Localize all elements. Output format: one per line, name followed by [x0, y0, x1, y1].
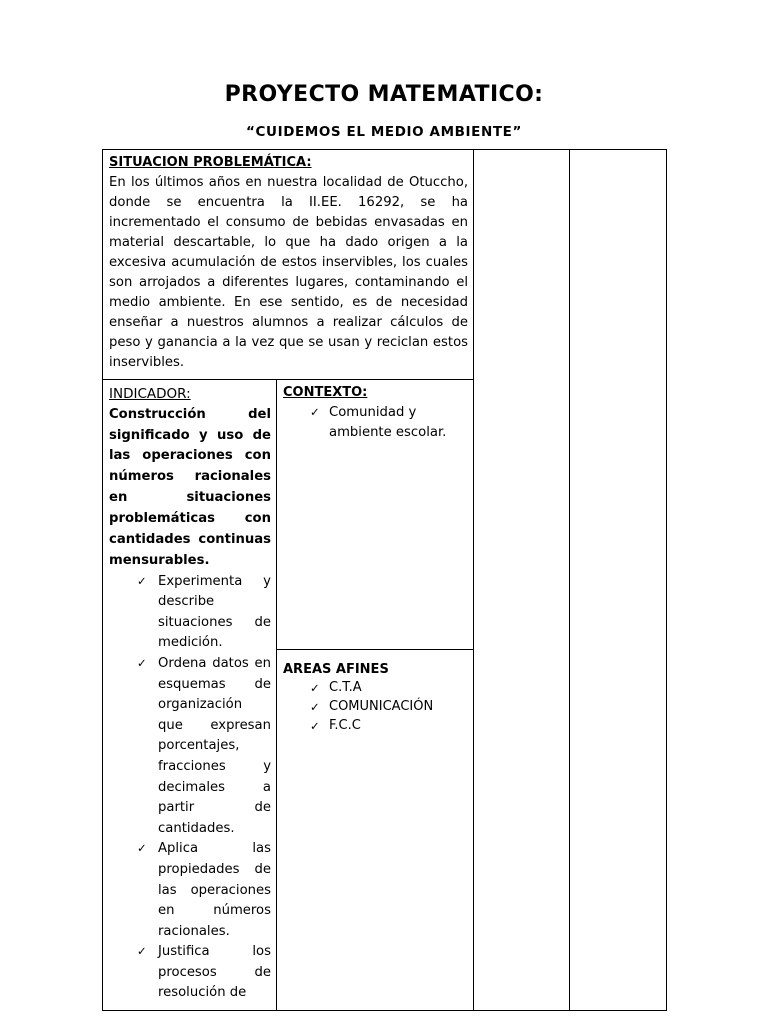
list-item: [283, 403, 468, 443]
situacion-heading: SITUACION PROBLEMÁTICA:: [109, 155, 312, 170]
cell-indicador: [103, 380, 277, 1011]
list-item-label: Aplica las propiedades de las operaciones en números racionales.: [158, 841, 271, 939]
check-icon: ✓: [137, 573, 147, 588]
check-icon: ✓: [310, 405, 320, 420]
table-row-situacion: [103, 150, 667, 380]
list-item-label: Comunidad y ambiente escolar.: [329, 405, 447, 441]
check-icon: ✓: [137, 655, 147, 670]
check-icon: ✓: [310, 719, 320, 734]
list-item: [283, 679, 468, 698]
cell-contexto: [277, 380, 474, 650]
areas-afines-list: [283, 679, 468, 736]
contexto-list: [283, 403, 468, 443]
document-title: PROYECTO MATEMATICO:: [224, 82, 544, 107]
list-item-label: C.T.A: [329, 680, 362, 696]
cell-situacion: [103, 150, 474, 380]
list-item-label: F.C.C: [329, 718, 361, 734]
check-icon: ✓: [310, 681, 320, 696]
list-item-label: COMUNICACIÓN: [329, 699, 434, 715]
list-item: [283, 717, 468, 736]
document-subtitle: “CUIDEMOS EL MEDIO AMBIENTE”: [246, 124, 522, 140]
contexto-heading: CONTEXTO:: [283, 385, 368, 401]
list-item-label: Experimenta y describe situaciones de medición.: [158, 573, 271, 651]
cell-empty-col4-top: [570, 150, 667, 1011]
list-item: [109, 942, 271, 1004]
cell-empty-col3-top: [474, 150, 570, 1011]
indicador-list: [109, 572, 271, 1004]
list-item: [109, 654, 271, 839]
list-item-label: Ordena datos en esquemas de organización que expresan porcentajes, fracciones y decimales a partir de cantidades.: [158, 655, 271, 836]
check-icon: ✓: [310, 700, 320, 715]
check-icon: ✓: [137, 944, 147, 959]
list-item: [109, 572, 271, 654]
project-table: [102, 149, 667, 1011]
list-item-label: Justifica los procesos de resolución de: [158, 944, 271, 1001]
indicador-intro: Construcción del significado y uso de las operaciones con números racionales en situaciones problemáticas con cantidades continuas mensurables.: [109, 406, 271, 568]
areas-afines-heading: AREAS AFINES: [283, 661, 389, 677]
indicador-heading: INDICADOR:: [109, 386, 191, 403]
cell-areas-afines: [277, 649, 474, 1010]
list-item: [283, 698, 468, 717]
check-icon: ✓: [137, 841, 147, 856]
situacion-body: En los últimos años en nuestra localidad de Otuccho, donde se encuentra la II.EE. 16292, se ha incrementado el consumo de bebidas envasadas en material descartable, lo que ha dado origen a la excesiva acumulación de estos inservibles, los cuales son arrojados a diferentes lugares, contaminando el medio ambiente. En ese sentido, es de necesidad enseñar a nuestros alumnos a realizar cálculos de peso y ganancia a la vez que se usan y reciclan estos inservibles.: [109, 174, 469, 371]
list-item: [109, 839, 271, 942]
